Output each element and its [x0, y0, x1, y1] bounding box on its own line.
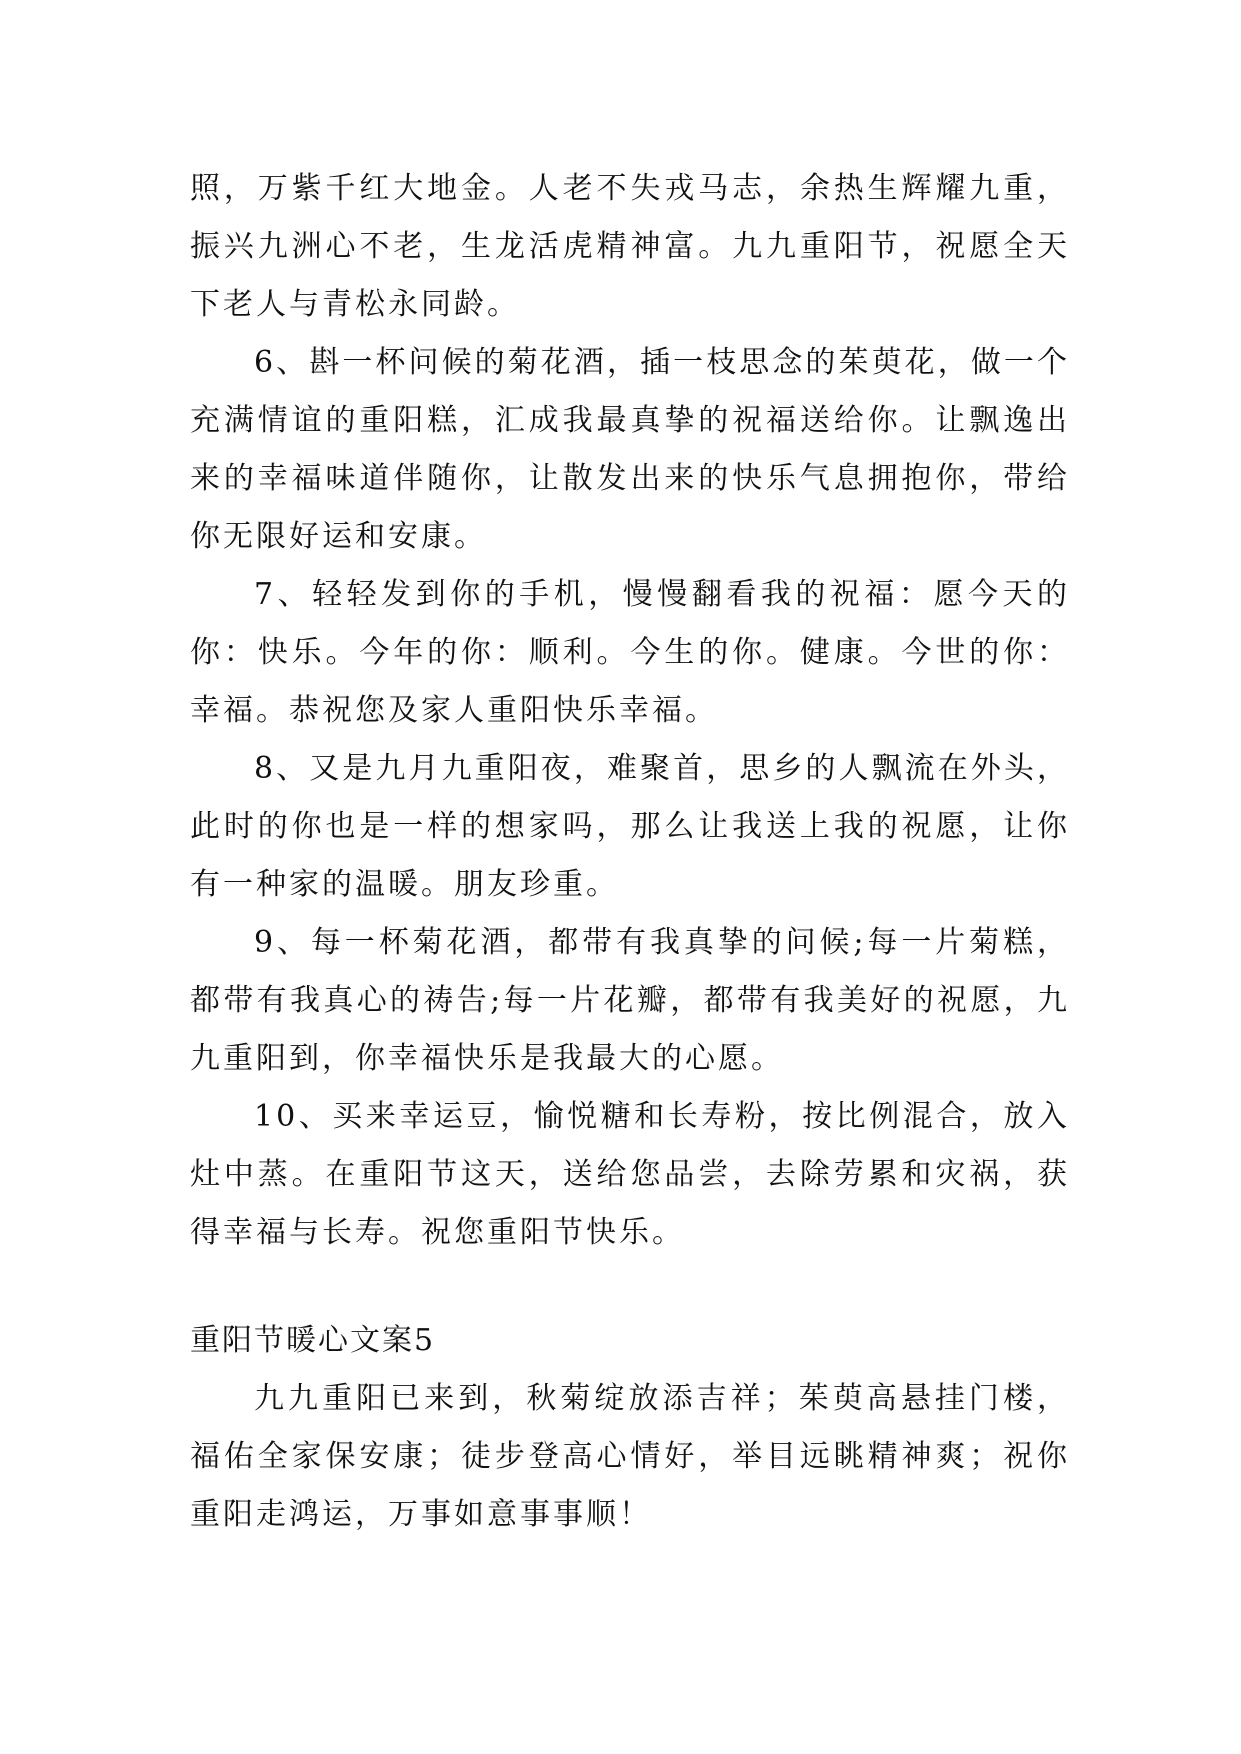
paragraph-item-10: 10、买来幸运豆，愉悦糖和长寿粉，按比例混合，放入灶中蒸。在重阳节这天，送给您品尝，去除劳累和灾祸，获得幸福与长寿。祝您重阳节快乐。 — [190, 1099, 1070, 1250]
paragraph-item-6: 6、斟一杯问候的菊花酒，插一枝思念的茱萸花，做一个充满情谊的重阳糕，汇成我最真挚的祝福送给你。让飘逸出来的幸福味道伴随你，让散发出来的快乐气息拥抱你，带给你无限好运和安康。 — [190, 345, 1070, 554]
paragraph-item-9: 9、每一杯菊花酒，都带有我真挚的问候;每一片菊糕，都带有我真心的祷告;每一片花瓣，都带有我美好的祝愿，九九重阳到，你幸福快乐是我最大的心愿。 — [190, 925, 1070, 1076]
paragraph-item-8: 8、又是九月九重阳夜，难聚首，思乡的人飘流在外头，此时的你也是一样的想家吗，那么让我送上我的祝愿，让你有一种家的温暖。朋友珍重。 — [190, 751, 1070, 902]
section-heading: 重阳节暖心文案5 — [190, 1323, 436, 1358]
document-page — [190, 160, 1070, 1544]
section-body: 九九重阳已来到，秋菊绽放添吉祥；茱萸高悬挂门楼，福佑全家保安康；徒步登高心情好，举目远眺精神爽；祝你重阳走鸿运，万事如意事事顺！ — [190, 1381, 1070, 1532]
paragraph-item-7: 7、轻轻发到你的手机，慢慢翻看我的祝福：愿今天的你：快乐。今年的你：顺利。今生的你。健康。今世的你：幸福。恭祝您及家人重阳快乐幸福。 — [190, 577, 1070, 728]
paragraph-continued: 照，万紫千红大地金。人老不失戎马志，余热生辉耀九重，振兴九洲心不老，生龙活虎精神富。九九重阳节，祝愿全天下老人与青松永同龄。 — [190, 171, 1070, 322]
